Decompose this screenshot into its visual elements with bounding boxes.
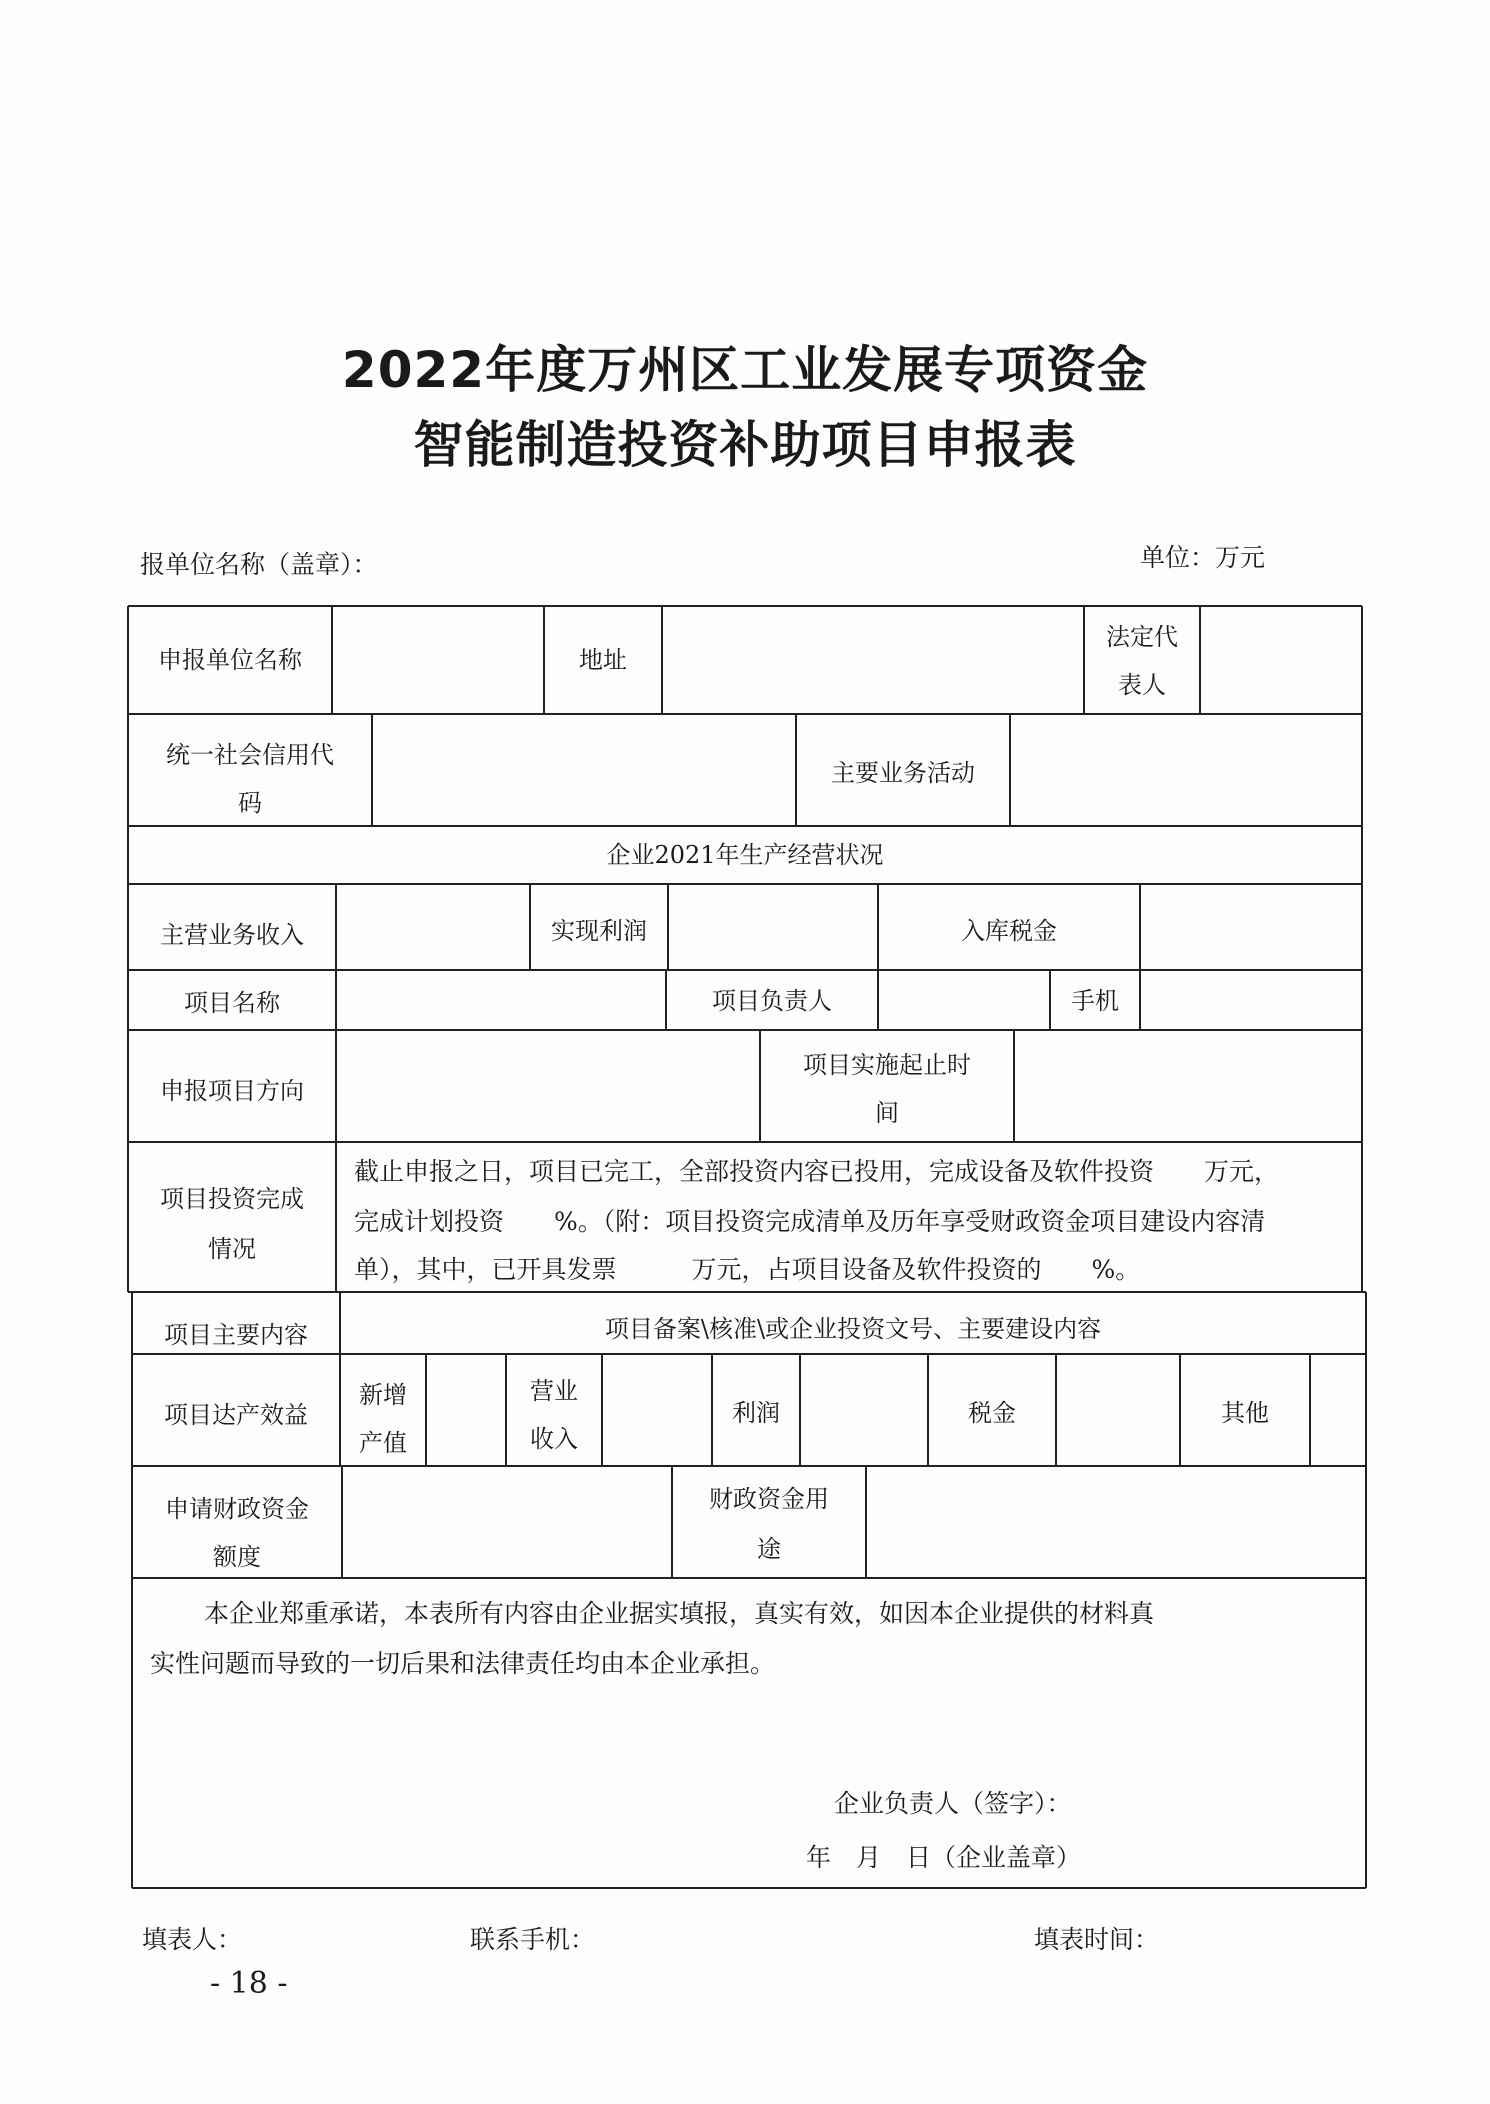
label-phone: 手机 xyxy=(1071,987,1119,1015)
main-content-hint: 项目备案\核准\或企业投资文号、主要建设内容 xyxy=(604,1315,1102,1343)
label-project-direction: 申报项目方向 xyxy=(160,1077,304,1105)
label-funding-usage-1: 财政资金用 xyxy=(709,1485,829,1513)
label-revenue: 主营业务收入 xyxy=(160,921,304,949)
investment-text-2: 完成计划投资 %。（附：项目投资完成清单及历年享受财政资金项目建设内容清 xyxy=(354,1207,1266,1236)
form-title-line1: 2022年度万州区工业发展专项资金 xyxy=(341,341,1149,399)
label-period-2: 间 xyxy=(875,1099,899,1127)
label-tax: 入库税金 xyxy=(961,917,1057,945)
mobile-label: 联系手机： xyxy=(470,1925,596,1954)
label-business-income-1: 营业 xyxy=(530,1377,578,1405)
label-address: 地址 xyxy=(579,646,627,674)
label-benefit-profit: 利润 xyxy=(732,1399,780,1427)
label-project-leader: 项目负责人 xyxy=(712,987,832,1015)
label-investment-1: 项目投资完成 xyxy=(160,1185,304,1213)
label-benefit-other: 其他 xyxy=(1221,1399,1269,1427)
label-unit-name: 申报单位名称 xyxy=(158,646,302,674)
label-new-value-1: 新增 xyxy=(359,1381,407,1409)
label-main-content: 项目主要内容 xyxy=(164,1321,308,1349)
label-legal-rep-1: 法定代 xyxy=(1106,623,1178,651)
signature-label: 企业负责人（签字）： xyxy=(834,1789,1072,1818)
label-new-value-2: 产值 xyxy=(359,1429,407,1457)
label-benefit-tax: 税金 xyxy=(968,1399,1016,1427)
label-legal-rep-2: 表人 xyxy=(1118,671,1166,699)
pledge-text-1: 本企业郑重承诺，本表所有内容由企业据实填报，真实有效，如因本企业提供的材料真 xyxy=(204,1599,1155,1628)
label-business-income-2: 收入 xyxy=(530,1425,578,1453)
label-funding-amount-1: 申请财政资金 xyxy=(165,1495,309,1523)
label-funding-amount-2: 额度 xyxy=(213,1543,261,1571)
label-benefit: 项目达产效益 xyxy=(164,1401,308,1429)
label-project-name: 项目名称 xyxy=(184,989,280,1017)
label-investment-2: 情况 xyxy=(208,1235,256,1263)
section-operations-2021: 企业2021年生产经营状况 xyxy=(606,841,884,869)
investment-text-1: 截止申报之日，项目已完工，全部投资内容已投用，完成设备及软件投资 万元， xyxy=(354,1157,1280,1186)
label-credit-code-1: 统一社会信用代 xyxy=(166,741,334,769)
filler-label: 填表人： xyxy=(142,1925,243,1954)
label-main-business: 主要业务活动 xyxy=(831,759,975,787)
date-seal-label: 年 月 日（企业盖章） xyxy=(806,1843,1082,1872)
pledge-text-2: 实性问题而导致的一切后果和法律责任均由本企业承担。 xyxy=(150,1649,776,1678)
applicant-label: 报单位名称（盖章）： xyxy=(140,550,378,579)
investment-text-3: 单），其中，已开具发票 万元，占项目设备及软件投资的 %。 xyxy=(354,1255,1141,1284)
label-profit: 实现利润 xyxy=(551,917,647,945)
unit-label: 单位：万元 xyxy=(1140,543,1266,572)
label-period-1: 项目实施起止时 xyxy=(803,1051,971,1079)
page-number: - 18 - xyxy=(210,1966,288,2001)
label-credit-code-2: 码 xyxy=(238,789,262,817)
fill-time-label: 填表时间： xyxy=(1034,1925,1160,1954)
form-title-line2: 智能制造投资补助项目申报表 xyxy=(413,416,1077,474)
label-funding-usage-2: 途 xyxy=(757,1535,781,1563)
